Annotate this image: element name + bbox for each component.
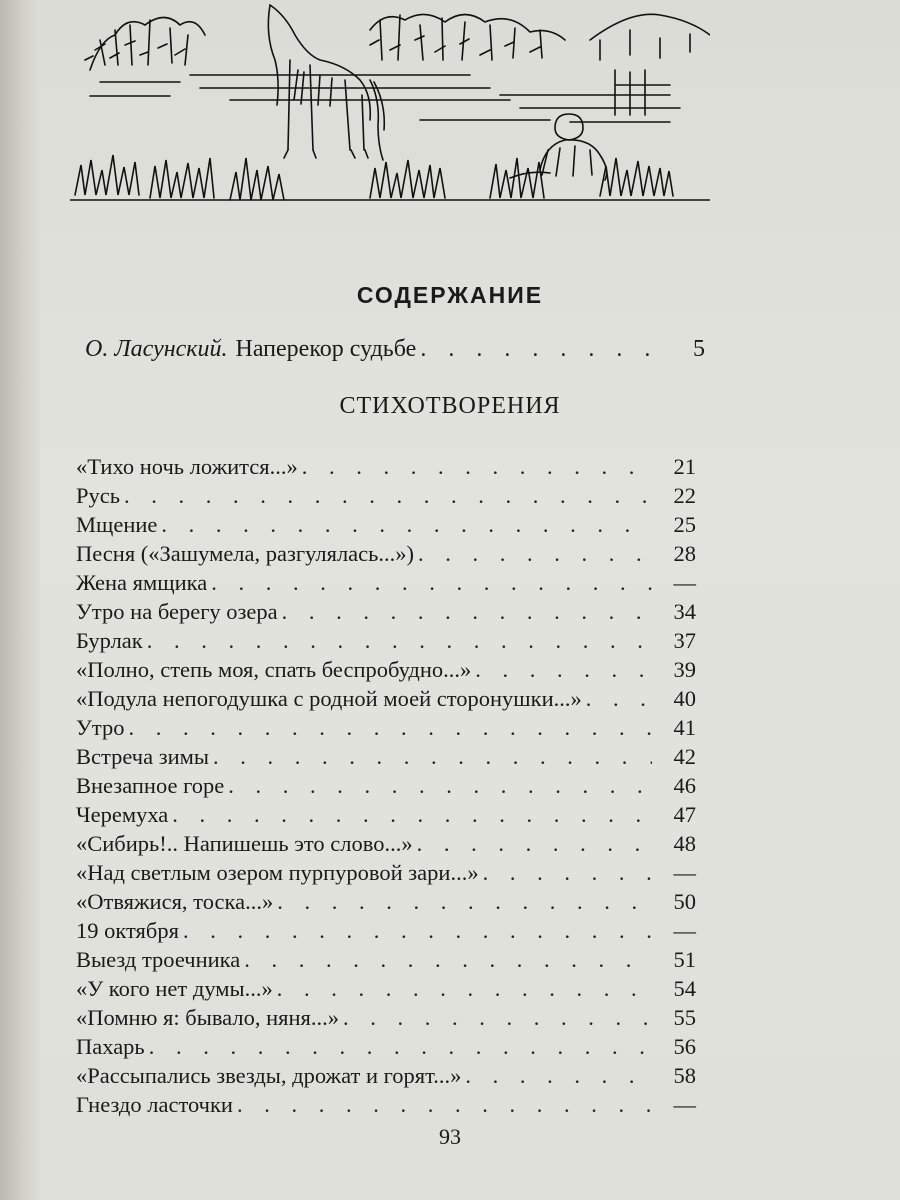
toc-entry[interactable] xyxy=(76,742,696,771)
toc-entry[interactable] xyxy=(76,655,696,684)
toc-entry-title: «Подула непогодушка с родной моей сторонушки...» xyxy=(76,686,582,711)
toc-entry[interactable] xyxy=(76,858,696,887)
toc-entry-page-number: 50 xyxy=(673,889,696,914)
toc-entry-page-number: 47 xyxy=(673,802,696,827)
leader-dots xyxy=(211,568,652,597)
toc-entry[interactable] xyxy=(76,452,696,481)
toc-entry-title: «Отвяжися, тоска...» xyxy=(76,889,274,914)
toc-entry-page-number: 41 xyxy=(673,715,696,740)
toc-entry-title: Гнездо ласточки xyxy=(76,1092,233,1117)
leader-dots xyxy=(475,655,652,684)
toc-entry-page-number: 46 xyxy=(673,773,696,798)
intro-page-number: 5 xyxy=(693,336,705,362)
toc-entry[interactable] xyxy=(76,568,696,597)
leader-dots xyxy=(277,887,652,916)
toc-entry-title: 19 октября xyxy=(76,918,179,943)
toc-entry-title: Жена ямщика xyxy=(76,570,208,595)
toc-entry-title: «Помню я: бывало, няня...» xyxy=(76,1005,339,1030)
toc-entry[interactable] xyxy=(76,626,696,655)
toc-entry-page-number: 21 xyxy=(673,454,696,479)
toc-entry-page-number: 58 xyxy=(673,1063,696,1088)
toc-entry-page-number: 28 xyxy=(673,541,696,566)
toc-intro-entry[interactable] xyxy=(85,336,705,363)
toc-entry[interactable] xyxy=(76,916,696,945)
toc-entry-page-number: 25 xyxy=(673,512,696,537)
toc-entry-page-number: 48 xyxy=(673,831,696,856)
toc-entry-title: «Сибирь!.. Напишешь это слово...» xyxy=(76,831,413,856)
toc-entry[interactable] xyxy=(76,771,696,800)
toc-entry-page-number: — xyxy=(673,918,696,943)
section-title: СТИХОТВОРЕНИЯ xyxy=(339,393,561,419)
toc-entry-page-number: 56 xyxy=(673,1034,696,1059)
contents-heading: СОДЕРЖАНИЕ xyxy=(356,282,544,308)
toc-entry-title: Пахарь xyxy=(76,1034,145,1059)
toc-entry-page-number: 42 xyxy=(673,744,696,769)
page-number-footer: 93 xyxy=(439,1124,461,1149)
toc-entry-page-number: 40 xyxy=(673,686,696,711)
leader-dots xyxy=(183,916,652,945)
toc-entry-title: Утро xyxy=(76,715,125,740)
toc-entry[interactable] xyxy=(76,1090,696,1119)
toc-entry-page-number: 22 xyxy=(673,483,696,508)
toc-entry[interactable] xyxy=(76,800,696,829)
toc-entry-title: «Над светлым озером пурпуровой зари...» xyxy=(76,860,479,885)
toc-entry-page-number: — xyxy=(673,860,696,885)
leader-dots xyxy=(417,829,652,858)
toc-entry-title: Встреча зимы xyxy=(76,744,209,769)
toc-list xyxy=(76,452,696,1119)
leader-dots xyxy=(213,742,652,771)
toc-entry-title: Мщение xyxy=(76,512,158,537)
toc-entry-page-number: 54 xyxy=(673,976,696,1001)
toc-entry-title: «Тихо ночь ложится...» xyxy=(76,454,298,479)
leader-dots xyxy=(124,481,652,510)
toc-entry-title: Черемуха xyxy=(76,802,169,827)
leader-dots xyxy=(483,858,652,887)
toc-entry-title: «Рассыпались звезды, дрожат и горят...» xyxy=(76,1063,462,1088)
leader-dots xyxy=(420,336,661,363)
toc-entry-title: Утро на берегу озера xyxy=(76,599,278,624)
toc-entry-title: Песня («Зашумела, разгулялась...») xyxy=(76,541,415,566)
toc-entry-title: «Полно, степь моя, спать беспробудно...» xyxy=(76,657,472,682)
leader-dots xyxy=(465,1061,652,1090)
page-gutter xyxy=(0,0,40,1200)
leader-dots xyxy=(172,800,652,829)
toc-entry[interactable] xyxy=(76,974,696,1003)
toc-entry[interactable] xyxy=(76,887,696,916)
toc-entry-title: Внезапное горе xyxy=(76,773,225,798)
intro-author: О. Ласунский. xyxy=(85,336,228,362)
toc-entry-page-number: — xyxy=(673,570,696,595)
toc-entry-title: Выезд троечника xyxy=(76,947,241,972)
leader-dots xyxy=(343,1003,652,1032)
toc-entry[interactable] xyxy=(76,1032,696,1061)
leader-dots xyxy=(228,771,652,800)
toc-entry[interactable] xyxy=(76,1061,696,1090)
toc-entry-title: Бурлак xyxy=(76,628,143,653)
toc-entry[interactable] xyxy=(76,481,696,510)
toc-entry-page-number: 37 xyxy=(673,628,696,653)
leader-dots xyxy=(302,452,652,481)
leader-dots xyxy=(161,510,652,539)
toc-entry-page-number: 51 xyxy=(673,947,696,972)
leader-dots xyxy=(129,713,652,742)
toc-entry[interactable] xyxy=(76,1003,696,1032)
leader-dots xyxy=(418,539,652,568)
toc-entry-page-number: 39 xyxy=(673,657,696,682)
toc-entry[interactable] xyxy=(76,829,696,858)
toc-entry-page-number: 34 xyxy=(673,599,696,624)
toc-entry[interactable] xyxy=(76,510,696,539)
leader-dots xyxy=(282,597,652,626)
intro-title: Наперекор судьбе xyxy=(235,336,417,362)
toc-entry[interactable] xyxy=(76,945,696,974)
leader-dots xyxy=(149,1032,652,1061)
toc-entry-title: Русь xyxy=(76,483,121,508)
toc-entry-title: «У кого нет думы...» xyxy=(76,976,273,1001)
leader-dots xyxy=(244,945,652,974)
leader-dots xyxy=(586,684,652,713)
toc-entry[interactable] xyxy=(76,684,696,713)
toc-entry[interactable] xyxy=(76,597,696,626)
landscape-illustration-icon xyxy=(70,0,710,205)
toc-entry-page-number: — xyxy=(673,1092,696,1117)
leader-dots xyxy=(277,974,652,1003)
toc-entry[interactable] xyxy=(76,713,696,742)
toc-entry[interactable] xyxy=(76,539,696,568)
toc-entry-page-number: 55 xyxy=(673,1005,696,1030)
leader-dots xyxy=(237,1090,652,1119)
leader-dots xyxy=(147,626,652,655)
